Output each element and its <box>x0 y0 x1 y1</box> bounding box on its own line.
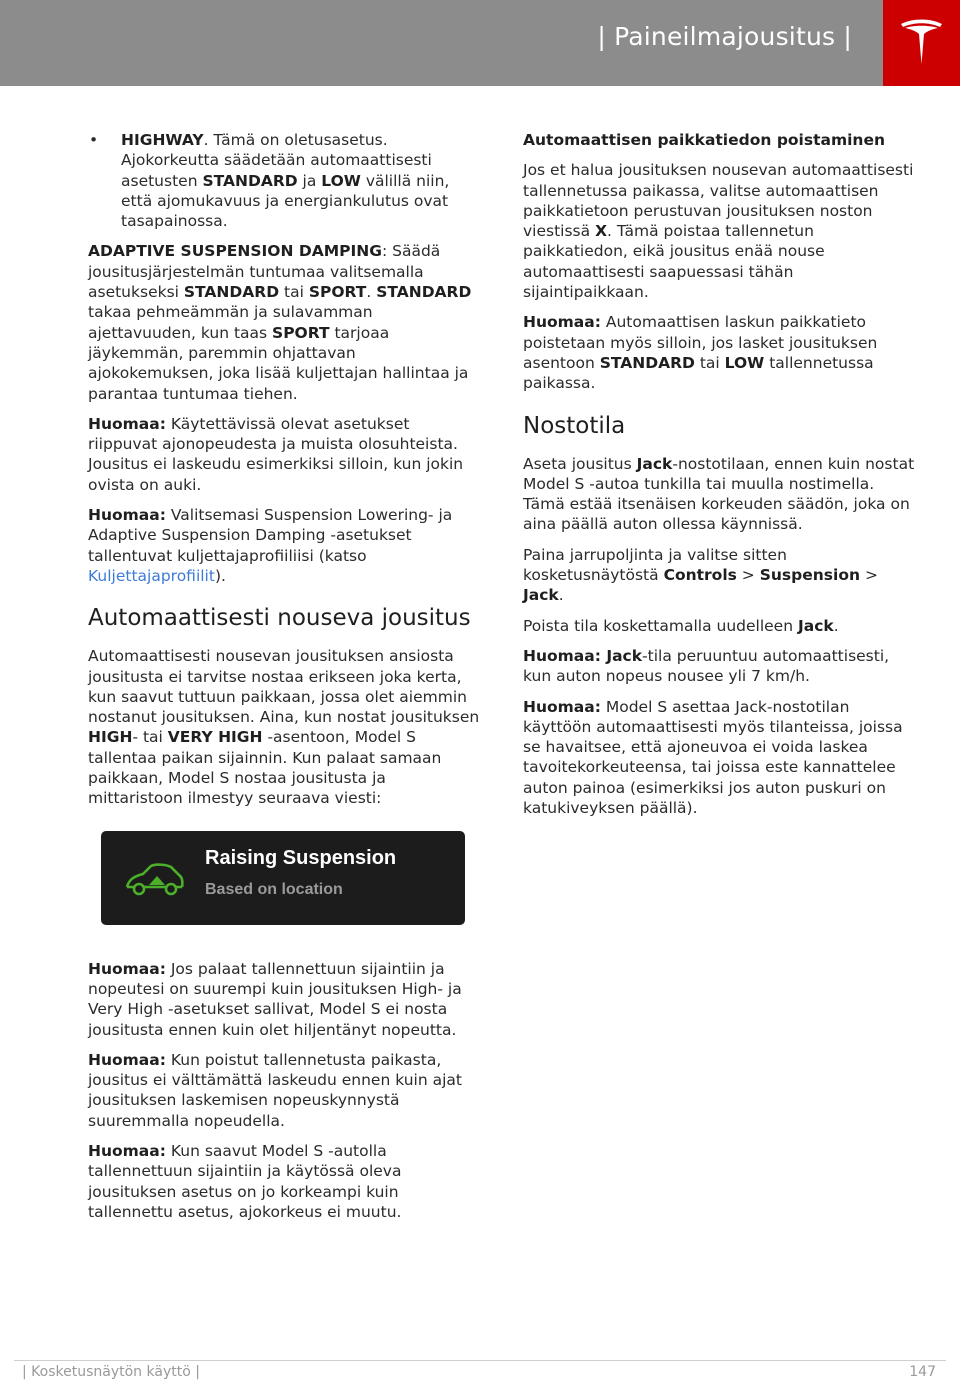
page-number: 147 <box>909 1364 936 1380</box>
section-heading-auto-raise: Automaattisesti nouseva jousitus <box>88 605 471 632</box>
section-title: | Paineilmajousitus | <box>597 22 852 51</box>
note-leaving: Huomaa: Kun poistut tallennetusta paikasta, jousitus ei välttämättä laskeudu ennen kuin ajat jousituksen laskemisen nopeuskynnystä suuremmalla nopeudella. <box>88 1050 462 1130</box>
section-heading-jack: Nostotila <box>523 412 626 439</box>
alert-title: Raising Suspension <box>205 846 397 869</box>
note-auto-lower: Huomaa: Automaattisen laskun paikkatieto poistetaan myös silloin, jos lasket jousituksen asentoon STANDARD tai LOW tallennetussa paikassa. <box>523 313 878 393</box>
remove-location-paragraph: Jos et halua jousituksen nousevan automaattisesti tallennetussa paikassa, valitse automaattisen paikkatietoon perustuvan jousituksen noston viestissä X. Tämä poistaa tallennetun paikkatiedon, eikä jousitus enää nouse automaattisesti saapuessasi tähän sijaintipaikkaan. <box>523 161 914 302</box>
note-already-high: Huomaa: Kun saavut Model S -autolla tallennettuun sijaintiin ja käytössä oleva jousituksen asetus on jo korkeampi kuin tallennettu asetus, ajokorkeus ei muutu. <box>88 1141 402 1221</box>
right-column <box>523 130 915 828</box>
note-speed: Huomaa: Jos palaat tallennettuun sijaintiin ja nopeutesi on suurempi kuin jousituksen High- ja Very High -asetukset sallivat, Model S ei nosta jousitusta ennen kuin olet hiljentänyt nopeutta. <box>88 959 462 1039</box>
note-jack-speed: Huomaa: Jack-tila peruuntuu automaattisesti, kun auton nopeus nousee yli 7 km/h. <box>523 646 890 686</box>
tesla-logo-icon <box>899 18 944 66</box>
page-header <box>0 0 960 86</box>
driver-profiles-link[interactable]: Kuljettajaprofiilit <box>88 566 215 585</box>
left-column <box>88 130 480 1232</box>
footer-section-title: | Kosketusnäytön käyttö | <box>22 1364 200 1380</box>
car-raise-icon <box>123 861 185 897</box>
damping-paragraph: ADAPTIVE SUSPENSION DAMPING: Säädä jousitusjärjestelmän tuntumaa valitsemalla asetukseksi STANDARD tai SPORT. STANDARD takaa pehmeämmän ja sulavamman ajettavuuden, kun taas SPORT tarjoaa jäykemmän, paremmin ohjattavan ajokokemuksen, joka lisää kuljettajan hallintaa ja parantaa tuntumaa tiehen. <box>88 242 472 403</box>
subheading-remove-location: Automaattisen paikkatiedon poistaminen <box>523 131 886 149</box>
raising-suspension-alert <box>101 831 465 925</box>
jack-steps-paragraph: Paina jarrupoljinta ja valitse sitten kosketusnäytöstä Controls > Suspension > Jack. <box>523 545 878 605</box>
brand-logo <box>883 0 960 86</box>
note-availability: Huomaa: Käytettävissä olevat asetukset riippuvat ajonopeudesta ja muista olosuhteista. Jousitus ei laskeudu esimerkiksi silloin, kun jokin ovista on auki. <box>88 414 464 494</box>
note-jack-auto: Huomaa: Model S asettaa Jack-nostotilan käyttöön automaattisesti myös tilanteissa, joissa se havaitsee, että ajoneuvoa ei voida laskea tavoitekorkeuteensa, tai joissa este kannattelee auton painoa (esimerkiksi jos auton puskuri on katukiveyksen päällä). <box>523 697 903 818</box>
bullet-dot: • <box>89 131 99 149</box>
note-profiles: Huomaa: Valitsemasi Suspension Lowering- ja Adaptive Suspension Damping -asetukset tallentuvat kuljettajaprofiiliisi (katso Kuljettajaprofiilit). <box>88 506 453 585</box>
alert-subtitle: Based on location <box>205 880 343 898</box>
highway-bullet: • HIGHWAY. Tämä on oletusasetus. Ajokorkeutta säädetään automaattisesti asetusten STANDARD ja LOW välillä niin, että ajomukavuus ja energiankulutus ovat tasapainossa. <box>89 131 450 231</box>
footer-divider <box>14 1360 946 1361</box>
auto-raise-paragraph: Automaattisesti nousevan jousituksen ansiosta jousitusta ei tarvitse nostaa erikseen joka kerta, kun saavut tuttuun paikkaan, jossa olet aiemmin nostanut jousituksen. Aina, kun nostat jousituksen HIGH- tai VERY HIGH -asentoon, Model S tallentaa paikan sijainnin. Kun palaat samaan paikkaan, Model S nostaa jousitusta ja mittaristoon ilmestyy seuraava viesti: <box>88 647 480 808</box>
jack-intro-paragraph: Aseta jousitus Jack-nostotilaan, ennen kuin nostat Model S -autoa tunkilla tai muulla nostimella. Tämä estää itsenäisen korkeuden säädön, joka on aina päällä auton ollessa käynnissä. <box>523 454 915 534</box>
jack-cancel-paragraph: Poista tila koskettamalla uudelleen Jack. <box>523 616 839 635</box>
